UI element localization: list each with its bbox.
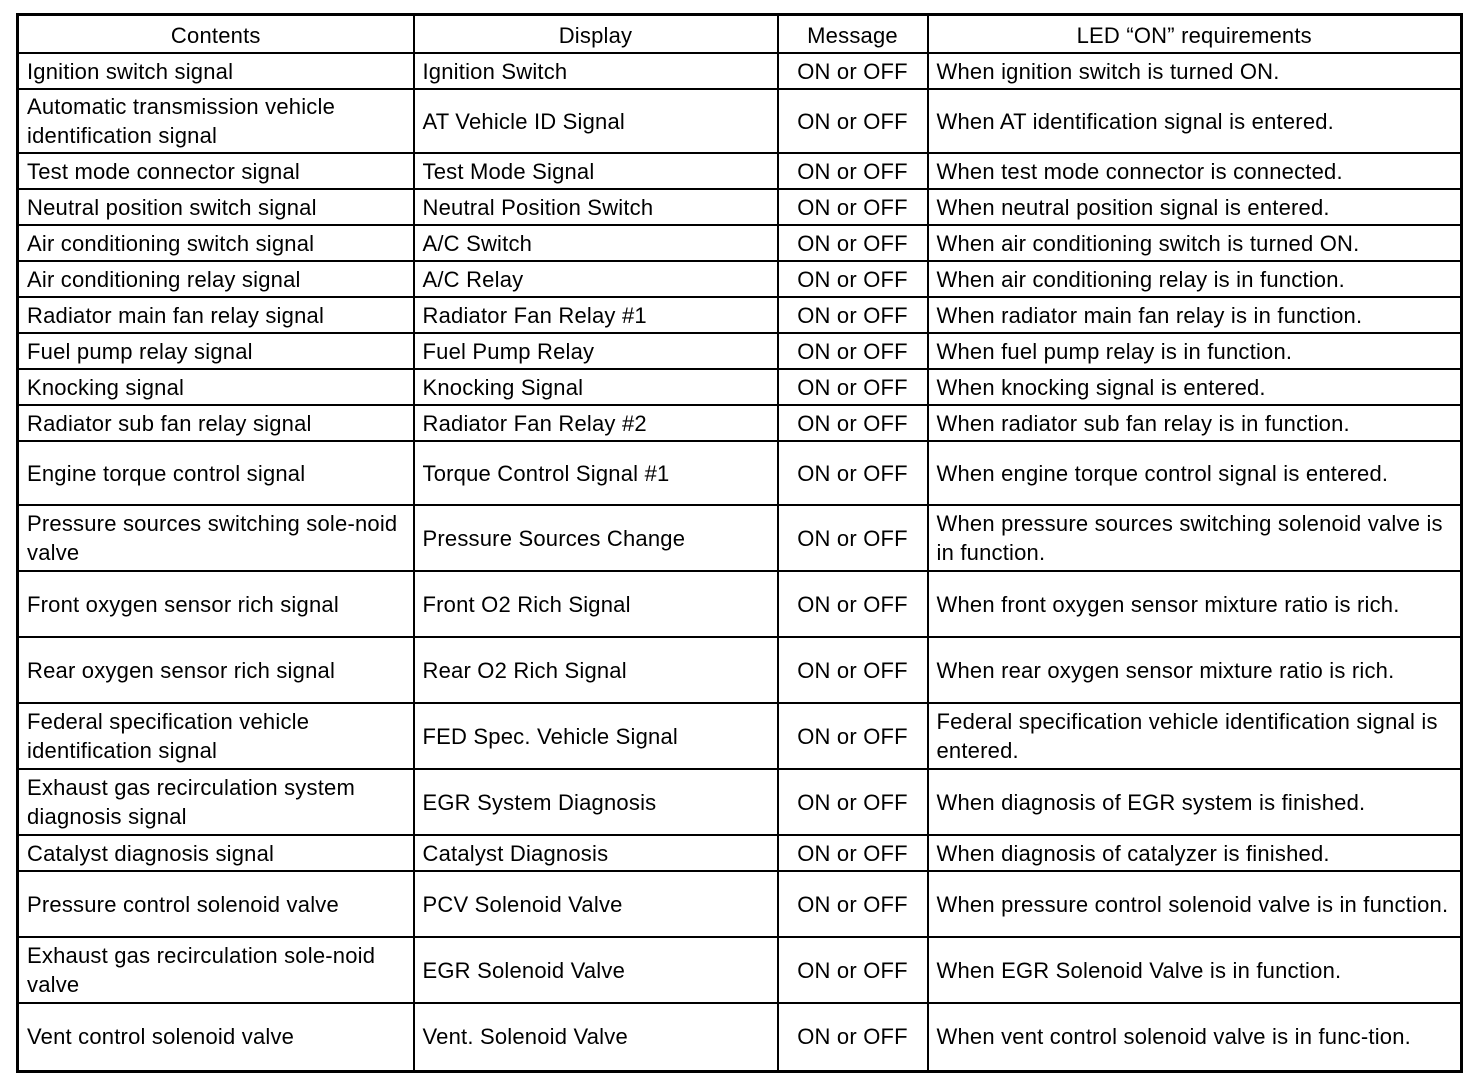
cell-contents: Exhaust gas recirculation system diagnosis signal — [18, 769, 414, 835]
table-row — [18, 297, 1462, 333]
cell-display: Radiator Fan Relay #2 — [414, 405, 778, 441]
table-row — [18, 505, 1462, 571]
cell-message: ON or OFF — [778, 261, 928, 297]
table-body — [18, 53, 1462, 1071]
cell-message: ON or OFF — [778, 769, 928, 835]
cell-message: ON or OFF — [778, 871, 928, 937]
cell-led-requirement: When air conditioning switch is turned ON. — [928, 225, 1462, 261]
cell-display: Ignition Switch — [414, 53, 778, 89]
cell-contents: Pressure sources switching sole-noid valve — [18, 505, 414, 571]
cell-message: ON or OFF — [778, 333, 928, 369]
table-container — [16, 13, 1460, 1073]
table-row — [18, 441, 1462, 505]
cell-led-requirement: When radiator main fan relay is in function. — [928, 297, 1462, 333]
cell-display: AT Vehicle ID Signal — [414, 89, 778, 153]
cell-contents: Fuel pump relay signal — [18, 333, 414, 369]
cell-led-requirement: Federal specification vehicle identification signal is entered. — [928, 703, 1462, 769]
cell-message: ON or OFF — [778, 297, 928, 333]
cell-led-requirement: When rear oxygen sensor mixture ratio is rich. — [928, 637, 1462, 703]
cell-contents: Catalyst diagnosis signal — [18, 835, 414, 871]
cell-led-requirement: When front oxygen sensor mixture ratio is rich. — [928, 571, 1462, 637]
cell-contents: Radiator main fan relay signal — [18, 297, 414, 333]
cell-led-requirement: When pressure control solenoid valve is in function. — [928, 871, 1462, 937]
cell-display: A/C Relay — [414, 261, 778, 297]
cell-display: Rear O2 Rich Signal — [414, 637, 778, 703]
cell-contents: Knocking signal — [18, 369, 414, 405]
led-requirements-table — [16, 13, 1463, 1073]
cell-message: ON or OFF — [778, 89, 928, 153]
table-row — [18, 89, 1462, 153]
cell-display: EGR System Diagnosis — [414, 769, 778, 835]
table-row — [18, 261, 1462, 297]
cell-contents: Rear oxygen sensor rich signal — [18, 637, 414, 703]
cell-contents: Engine torque control signal — [18, 441, 414, 505]
cell-contents: Radiator sub fan relay signal — [18, 405, 414, 441]
cell-led-requirement: When test mode connector is connected. — [928, 153, 1462, 189]
table-row — [18, 703, 1462, 769]
cell-led-requirement: When diagnosis of catalyzer is finished. — [928, 835, 1462, 871]
cell-message: ON or OFF — [778, 53, 928, 89]
table-row — [18, 333, 1462, 369]
cell-contents: Test mode connector signal — [18, 153, 414, 189]
cell-contents: Neutral position switch signal — [18, 189, 414, 225]
cell-contents: Front oxygen sensor rich signal — [18, 571, 414, 637]
table-row — [18, 637, 1462, 703]
cell-message: ON or OFF — [778, 637, 928, 703]
cell-contents: Exhaust gas recirculation sole-noid valve — [18, 937, 414, 1003]
cell-display: FED Spec. Vehicle Signal — [414, 703, 778, 769]
header-contents: Contents — [18, 15, 414, 54]
cell-display: Radiator Fan Relay #1 — [414, 297, 778, 333]
cell-led-requirement: When ignition switch is turned ON. — [928, 53, 1462, 89]
header-display: Display — [414, 15, 778, 54]
header-row — [18, 15, 1462, 54]
table-row — [18, 225, 1462, 261]
cell-led-requirement: When fuel pump relay is in function. — [928, 333, 1462, 369]
cell-message: ON or OFF — [778, 1003, 928, 1071]
cell-message: ON or OFF — [778, 835, 928, 871]
table-row — [18, 769, 1462, 835]
table-row — [18, 871, 1462, 937]
cell-led-requirement: When radiator sub fan relay is in function. — [928, 405, 1462, 441]
table-row — [18, 937, 1462, 1003]
cell-message: ON or OFF — [778, 703, 928, 769]
cell-contents: Air conditioning relay signal — [18, 261, 414, 297]
header-message: Message — [778, 15, 928, 54]
cell-display: EGR Solenoid Valve — [414, 937, 778, 1003]
cell-display: Catalyst Diagnosis — [414, 835, 778, 871]
cell-message: ON or OFF — [778, 225, 928, 261]
cell-led-requirement: When AT identification signal is entered. — [928, 89, 1462, 153]
cell-contents: Air conditioning switch signal — [18, 225, 414, 261]
cell-led-requirement: When diagnosis of EGR system is finished. — [928, 769, 1462, 835]
cell-message: ON or OFF — [778, 153, 928, 189]
cell-led-requirement: When neutral position signal is entered. — [928, 189, 1462, 225]
cell-message: ON or OFF — [778, 369, 928, 405]
cell-message: ON or OFF — [778, 441, 928, 505]
cell-display: Front O2 Rich Signal — [414, 571, 778, 637]
cell-display: Fuel Pump Relay — [414, 333, 778, 369]
cell-message: ON or OFF — [778, 505, 928, 571]
cell-message: ON or OFF — [778, 189, 928, 225]
table-row — [18, 1003, 1462, 1071]
cell-contents: Ignition switch signal — [18, 53, 414, 89]
cell-display: Vent. Solenoid Valve — [414, 1003, 778, 1071]
cell-led-requirement: When air conditioning relay is in function. — [928, 261, 1462, 297]
cell-contents: Automatic transmission vehicle identification signal — [18, 89, 414, 153]
cell-display: Test Mode Signal — [414, 153, 778, 189]
cell-display: Pressure Sources Change — [414, 505, 778, 571]
cell-display: Neutral Position Switch — [414, 189, 778, 225]
cell-contents: Pressure control solenoid valve — [18, 871, 414, 937]
table-row — [18, 369, 1462, 405]
table-row — [18, 189, 1462, 225]
table-row — [18, 53, 1462, 89]
cell-message: ON or OFF — [778, 937, 928, 1003]
table-row — [18, 153, 1462, 189]
table-row — [18, 405, 1462, 441]
cell-led-requirement: When pressure sources switching solenoid valve is in function. — [928, 505, 1462, 571]
table-row — [18, 571, 1462, 637]
cell-led-requirement: When engine torque control signal is entered. — [928, 441, 1462, 505]
header-led-requirements: LED “ON” requirements — [928, 15, 1462, 54]
cell-message: ON or OFF — [778, 405, 928, 441]
cell-contents: Federal specification vehicle identification signal — [18, 703, 414, 769]
cell-display: PCV Solenoid Valve — [414, 871, 778, 937]
table-row — [18, 835, 1462, 871]
cell-led-requirement: When EGR Solenoid Valve is in function. — [928, 937, 1462, 1003]
cell-led-requirement: When vent control solenoid valve is in func-tion. — [928, 1003, 1462, 1071]
cell-led-requirement: When knocking signal is entered. — [928, 369, 1462, 405]
cell-message: ON or OFF — [778, 571, 928, 637]
cell-display: A/C Switch — [414, 225, 778, 261]
cell-display: Knocking Signal — [414, 369, 778, 405]
cell-contents: Vent control solenoid valve — [18, 1003, 414, 1071]
cell-display: Torque Control Signal #1 — [414, 441, 778, 505]
